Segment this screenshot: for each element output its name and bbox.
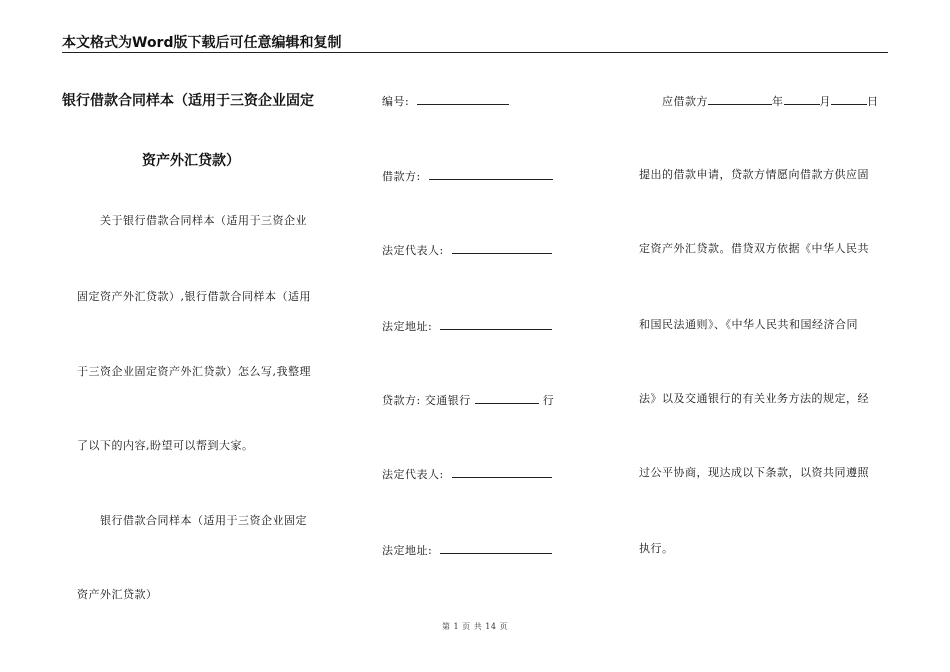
contract-number-blank bbox=[417, 93, 509, 105]
application-date-prefix: 应借款方 bbox=[662, 95, 708, 108]
borrower-address-label: 法定地址: bbox=[382, 320, 433, 333]
lender-label: 贷款方: 交通银行 bbox=[382, 394, 471, 407]
preamble-line-4: 法》以及交通银行的有关业务方法的规定，经 bbox=[639, 392, 869, 405]
lender-address-blank bbox=[440, 542, 552, 554]
contract-number-label: 编号: bbox=[382, 95, 410, 108]
contract-number-field bbox=[382, 93, 509, 109]
application-date-blank-2 bbox=[784, 93, 820, 105]
lender-suffix: 行 bbox=[542, 394, 555, 407]
application-date-line bbox=[662, 93, 879, 109]
intro-line-4: 了以下的内容,盼望可以帮到大家。 bbox=[77, 439, 254, 452]
borrower-legal-rep-field bbox=[382, 242, 552, 258]
lender-address-field bbox=[382, 542, 552, 558]
year-label: 年 bbox=[772, 95, 784, 108]
borrower-blank bbox=[429, 168, 553, 180]
lender-field bbox=[382, 392, 554, 408]
header-divider bbox=[62, 52, 888, 53]
preamble-line-2: 定资产外汇贷款。借贷双方依据《中华人民共 bbox=[639, 242, 869, 255]
borrower-label: 借款方: bbox=[382, 170, 421, 183]
borrower-field bbox=[382, 168, 553, 184]
document-header: 本文格式为Word版下载后可任意编辑和复制 bbox=[62, 35, 342, 51]
preamble-line-3: 和国民法通则》、《中华人民共和国经济合同 bbox=[639, 318, 858, 331]
application-date-blank-3 bbox=[831, 93, 867, 105]
borrower-legal-rep-blank bbox=[452, 242, 552, 254]
intro-line-1: 关于银行借款合同样本（适用于三资企业 bbox=[100, 214, 307, 227]
day-label: 日 bbox=[867, 95, 879, 108]
page-number-footer: 第 1 页 共 14 页 bbox=[442, 622, 508, 631]
intro-line-2: 固定资产外汇贷款）,银行借款合同样本（适用 bbox=[77, 290, 311, 303]
preamble-line-1: 提出的借款申请，贷款方情愿向借款方供应固 bbox=[639, 168, 869, 181]
lender-legal-rep-label: 法定代表人: bbox=[382, 468, 444, 481]
preamble-line-5: 过公平协商，现达成以下条款，以资共同遵照 bbox=[639, 466, 869, 479]
lender-address-label: 法定地址: bbox=[382, 544, 433, 557]
borrower-address-field bbox=[382, 318, 552, 334]
subtitle-line-1: 银行借款合同样本（适用于三资企业固定 bbox=[100, 514, 307, 527]
preamble-line-6: 执行。 bbox=[639, 542, 674, 555]
application-date-blank-1 bbox=[708, 93, 772, 105]
month-label: 月 bbox=[819, 95, 831, 108]
contract-title-line-1: 银行借款合同样本（适用于三资企业固定 bbox=[62, 93, 314, 109]
subtitle-line-2: 资产外汇贷款） bbox=[77, 588, 158, 601]
lender-legal-rep-blank bbox=[452, 466, 552, 478]
borrower-legal-rep-label: 法定代表人: bbox=[382, 244, 444, 257]
contract-title-line-2: 资产外汇贷款） bbox=[142, 153, 240, 169]
borrower-address-blank bbox=[440, 318, 552, 330]
lender-legal-rep-field bbox=[382, 466, 552, 482]
intro-line-3: 于三资企业固定资产外汇贷款）怎么写,我整理 bbox=[77, 365, 311, 378]
lender-branch-blank bbox=[475, 392, 539, 404]
